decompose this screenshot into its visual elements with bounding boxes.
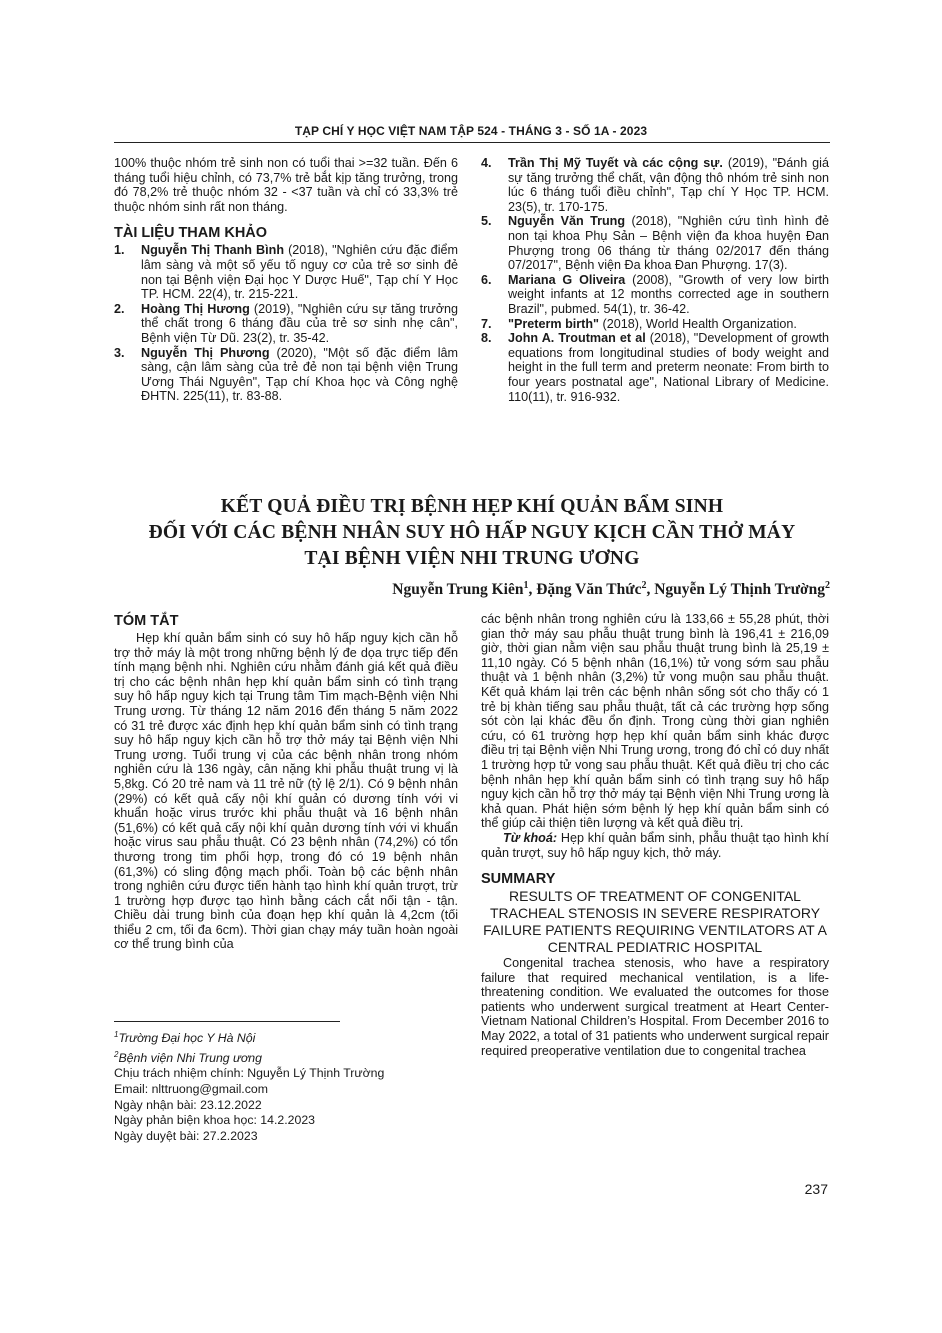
previous-article-right-column [481, 156, 829, 404]
intro-paragraph: 100% thuộc nhóm trẻ sinh non có tuổi thai >=32 tuần. Đến 6 tháng tuổi hiệu chỉnh, có 73,7% trẻ bắt kịp tăng trưởng, trong đó 78,2% trẻ thuộc nhóm 32 - <37 tuần và chỉ có 33,3% trẻ thuộc nhóm sinh rất non tháng. [114, 156, 458, 214]
affiliation-1: $^1$Trường Đại học Y Hà Nội [114, 1030, 256, 1046]
abstract-right-column [481, 612, 829, 1058]
abstract-left-column [114, 613, 458, 952]
affiliation-marker: 1 [523, 580, 529, 591]
reference-item: 3. Nguyễn Thị Phương (2020), "Một số đặc điểm lâm sàng, cận lâm sàng của trẻ đẻ non tại bệnh viện Trung Ương Thái Nguyên", Tạp chí Khoa học và Công nghệ ĐHTN. 225(11), tr. 83-88. [114, 345, 458, 404]
affiliation-marker: 2 [641, 580, 647, 591]
references-heading: TÀI LIỆU THAM KHẢO [114, 225, 268, 242]
article-title [114, 494, 830, 572]
page-number: 237 [804, 1181, 828, 1197]
references-list-right [481, 156, 829, 404]
title-line: ĐỐI VỚI CÁC BỆNH NHÂN SUY HÔ HẤP NGUY KỊCH CẦN THỞ MÁY [148, 522, 796, 543]
summary-title: RESULTS OF TREATMENT OF CONGENITAL TRACHEAL STENOSIS IN SEVERE RESPIRATORY FAILURE PATIENTS REQUIRING VENTILATORS AT A CENTRAL PEDIATRIC HOSPITAL [483, 888, 827, 956]
keywords [481, 831, 829, 860]
affiliation-marker: 2 [825, 580, 830, 591]
title-line: TẠI BỆNH VIỆN NHI TRUNG ƯƠNG [304, 548, 640, 569]
date-accepted: Ngày duyệt bài: 27.2.2023 [114, 1128, 258, 1143]
references-list-left [114, 243, 458, 404]
abstract-text: Hẹp khí quản bẩm sinh có suy hô hấp nguy kịch cần hỗ trợ thở máy là một trong những bệnh lý đe dọa trực tiếp đến tính mạng bệnh nhi. Nghiên cứu nhằm đánh giá kết quả điều trị cho các bệnh nhân hẹp khí quản bẩm sinh có tình trạng suy hô hấp nguy kịch tại Trung tâm Tim mạch-Bệnh viện Nhi Trung ương. Từ tháng 12 năm 2016 đến tháng 5 năm 2022 có 31 trẻ được xác định hẹp khí quản bẩm sinh có tình trạng suy hô hấp nguy kịch cần hỗ trợ thở máy tại Bệnh viện Nhi Trung ương. Tuổi trung vị của các bệnh nhân trong nhóm nghiên cứu là 136 ngày, cân nặng khi phẫu thuật trung vị là 5,8kg. Có 20 trẻ nam và 11 trẻ nữ (tỷ lệ 2/1). Có 9 bệnh nhân (29%) có kết quả cấy nội khí quản có dương tính với vi khuẩn hoặc virus trước khi phẫu thuật và 16 bệnh nhân (51,6%) có kết quả cấy nội khí quản dương tính với vi khuẩn hoặc virus sau phẫu thuật. Có 23 bệnh nhân (74,2%) có tổn thương trong tim phối hợp, trong đó có 19 bệnh nhân (61,3%) có sling động mạch phổi. Toàn bộ các bệnh nhân trong nghiên cứu được tiến hành tạo hình khí quản trượt, trừ 1 trường hợp được tạo hình bằng cách cắt nối tận - tận. Chiều dài trung bình của đoạn hẹp khí quản là 4,2cm (tối thiểu 2 cm, tối đa 6cm). Thời gian chạy máy tuần hoàn ngoài cơ thể trung bình của [114, 631, 458, 952]
email: Email: nlttruong@gmail.com [114, 1081, 268, 1096]
footnotes [114, 1027, 458, 1144]
header-rule [114, 142, 830, 143]
previous-article-left-column [114, 156, 458, 404]
reference-item: 7. "Preterm birth" (2018), World Health Organization. [481, 316, 797, 331]
author-name: Đặng Văn Thức [536, 581, 642, 599]
corresponding-author: Chịu trách nhiệm chính: Nguyễn Lý Thịnh Trường [114, 1066, 385, 1081]
reference-item: 2. Hoàng Thị Hương (2019), "Nghiên cứu sự tăng trưởng thể chất trong 6 tháng đầu của trẻ sơ sinh nhẹ cân", Bệnh viện Từ Dũ. 23(2), tr. 35-42. [114, 301, 458, 345]
affiliation-2: $^2$Bệnh viện Nhi Trung ương [114, 1049, 262, 1065]
keywords-label: Từ khoá: [503, 830, 558, 845]
reference-item: 6. Mariana G Oliveira (2008), "Growth of very low birth weight infants at 12 months corrected age in southern Brazil", pubmed. 54(1), tr. 36-42. [481, 272, 829, 316]
summary-heading: SUMMARY [481, 871, 556, 888]
keywords-text: Hẹp khí quản bẩm sinh, phẫu thuật tạo hình khí quản trượt, suy hô hấp nguy kịch, thở máy. [481, 830, 829, 860]
abstract-heading: TÓM TẮT [114, 613, 179, 629]
date-received: Ngày nhận bài: 23.12.2022 [114, 1097, 262, 1112]
journal-header: TẠP CHÍ Y HỌC VIỆT NAM TẬP 524 - THÁNG 3 - SỐ 1A - 2023 [294, 124, 648, 138]
title-line: KẾT QUẢ ĐIỀU TRỊ BỆNH HẸP KHÍ QUẢN BẨM SINH [220, 496, 724, 517]
footnote-rule [114, 1021, 340, 1022]
author-name: Nguyễn Trung Kiên [392, 581, 524, 599]
date-reviewed: Ngày phản biện khoa học: 14.2.2023 [114, 1113, 316, 1128]
summary-text: Congenital trachea stenosis, who have a respiratory failure that required mechanical ventilation, is a life-threatening condition. We evaluated the outcomes for those patients who underwent surgical treatment at Heart Center-Vietnam National Children’s Hospital. From December 2016 to May 2022, a total of 31 patients who underwent surgical repair required preoperative ventilation due to congenital trachea [481, 956, 829, 1058]
abstract-text-continued: các bệnh nhân trong nghiên cứu là 133,66 ± 55,28 phút, thời gian thở máy sau phẫu thuật trung bình là 196,41 ± 216,09 giờ, thời gian nằm viện sau phẫu thuật trung bình là 25,19 ± 11,10 ngày. Có 5 bệnh nhân (16,1%) tử vong sớm sau phẫu thuật và 1 bệnh nhân (3,2%) tử vong muộn sau phẫu thuật. Kết quả khám lại trên các bệnh nhân sống sót cho thấy có 1 trẻ bị khàn tiếng sau phẫu thuật, tất cả các trường hợp sống sót còn lại khác đều ổn định. Trong cùng thời gian nghiên cứu, có 61 trường hợp hẹp khí quản bẩm sinh khác được điều trị tại Bệnh viện Nhi Trung ương, trong đó chỉ có duy nhất 1 trường hợp tử vong sau phẫu thuật. Kết quả điều trị cho các bệnh nhân hẹp khí quản bẩm sinh có tình trạng suy hô hấp nguy kịch cần hỗ trợ thở máy tại Bệnh viện Nhi Trung ương là khả quan. Phát hiện sớm bệnh lý hẹp khí quản bẩm sinh có thể giúp cải thiện tiên lượng và kết quả điều trị. [481, 612, 829, 831]
reference-item: 1. Nguyễn Thị Thanh Bình (2018), "Nghiên cứu đặc điểm lâm sàng và một số yếu tố nguy cơ của trẻ sơ sinh đẻ non tại Bệnh viện Đại học Y Dược Huế", Tạp chí Y Học TP. HCM. 22(4), tr. 215-221. [114, 243, 458, 302]
reference-item: 5. Nguyễn Văn Trung (2018), "Nghiên cứu tình hình đẻ non tại khoa Phụ Sản – Bệnh viện đa khoa huyện Đan Phượng trong 06 tháng từ tháng 02/2017 đến tháng 07/2017", Bệnh viện Đa khoa Đan Phượng. 17(3). [481, 214, 829, 273]
author-list: Nguyễn Trung Kiên$^1$, Đặng Văn Thức$^2$, Nguyễn Lý Thịnh Trường$^2$ [392, 580, 830, 599]
reference-item: 8. John A. Troutman et al (2018), "Development of growth equations from longitudinal studies of body weight and height in the full term and preterm neonate: From birth to four years postnatal age", National Library of Medicine. 110(11), tr. 916-932. [481, 331, 829, 404]
reference-item: 4. Trần Thị Mỹ Tuyết và các cộng sự. (2019), "Đánh giá sự tăng trưởng thể chất, vận động thô nhóm trẻ sinh non lúc 6 tháng tuổi điều chỉnh", Tạp chí Y Học TP. HCM. 23(5), tr. 170-175. [481, 156, 829, 214]
author-name: Nguyễn Lý Thịnh Trường [654, 581, 825, 599]
